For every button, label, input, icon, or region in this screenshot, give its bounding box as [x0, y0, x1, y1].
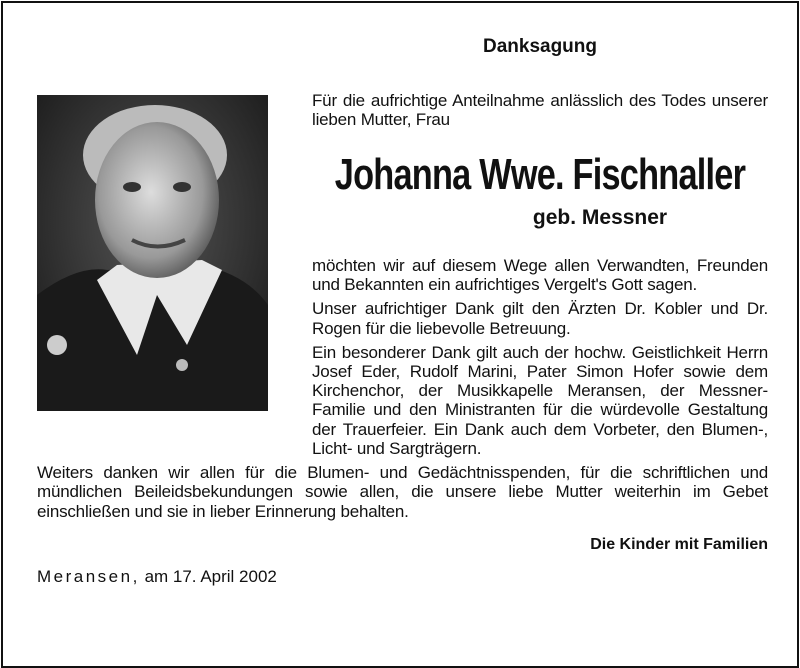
body-flow: [37, 256, 768, 587]
date: am 17. April 2002: [144, 567, 277, 587]
paragraph: möchten wir auf diesem Wege allen Verwandten, Freunden und Bekannten ein aufrichtiges Vergelt's Gott sagen.: [312, 256, 768, 295]
intro-text: [312, 91, 768, 134]
signature: Die Kinder mit Familien: [590, 536, 768, 554]
closing-paragraph: Weiters danken wir allen für die Blumen- und Gedächtnisspenden, für die schriftlichen und mündlichen Beileidsbekundungen sowie allen, die unsere liebe Mutter weiterhin im Gebet einschließen und sie in lieber Erinnerung behalten.: [37, 463, 768, 521]
place-date: [37, 567, 768, 587]
notice-title: Danksagung: [482, 36, 598, 57]
place: Meransen,: [37, 567, 140, 587]
intro-paragraph: Für die aufrichtige Anteilnahme anlässlich des Todes unserer lieben Mutter, Frau: [312, 91, 768, 130]
thanks-text: [312, 256, 768, 458]
paragraph: Ein besonderer Dank gilt auch der hochw. Geistlichkeit Herrn Josef Eder, Rudolf Marini, Pater Simon Hofer sowie dem Kirchenchor, der Musikkapelle Meransen, der Messner-Familie und den Ministranten für die würdevolle Gestaltung der Trauerfeier. Ein Dank auch dem Vorbeter, den Blumen-, Licht- und Sargträgern.: [312, 342, 768, 458]
deceased-name: Johanna Wwe. Fischnaller: [334, 150, 746, 199]
paragraph: Unser aufrichtiger Dank gilt den Ärzten Dr. Kobler und Dr. Rogen für die liebevolle Betreuung.: [312, 299, 768, 338]
maiden-name: geb. Messner: [532, 206, 668, 229]
